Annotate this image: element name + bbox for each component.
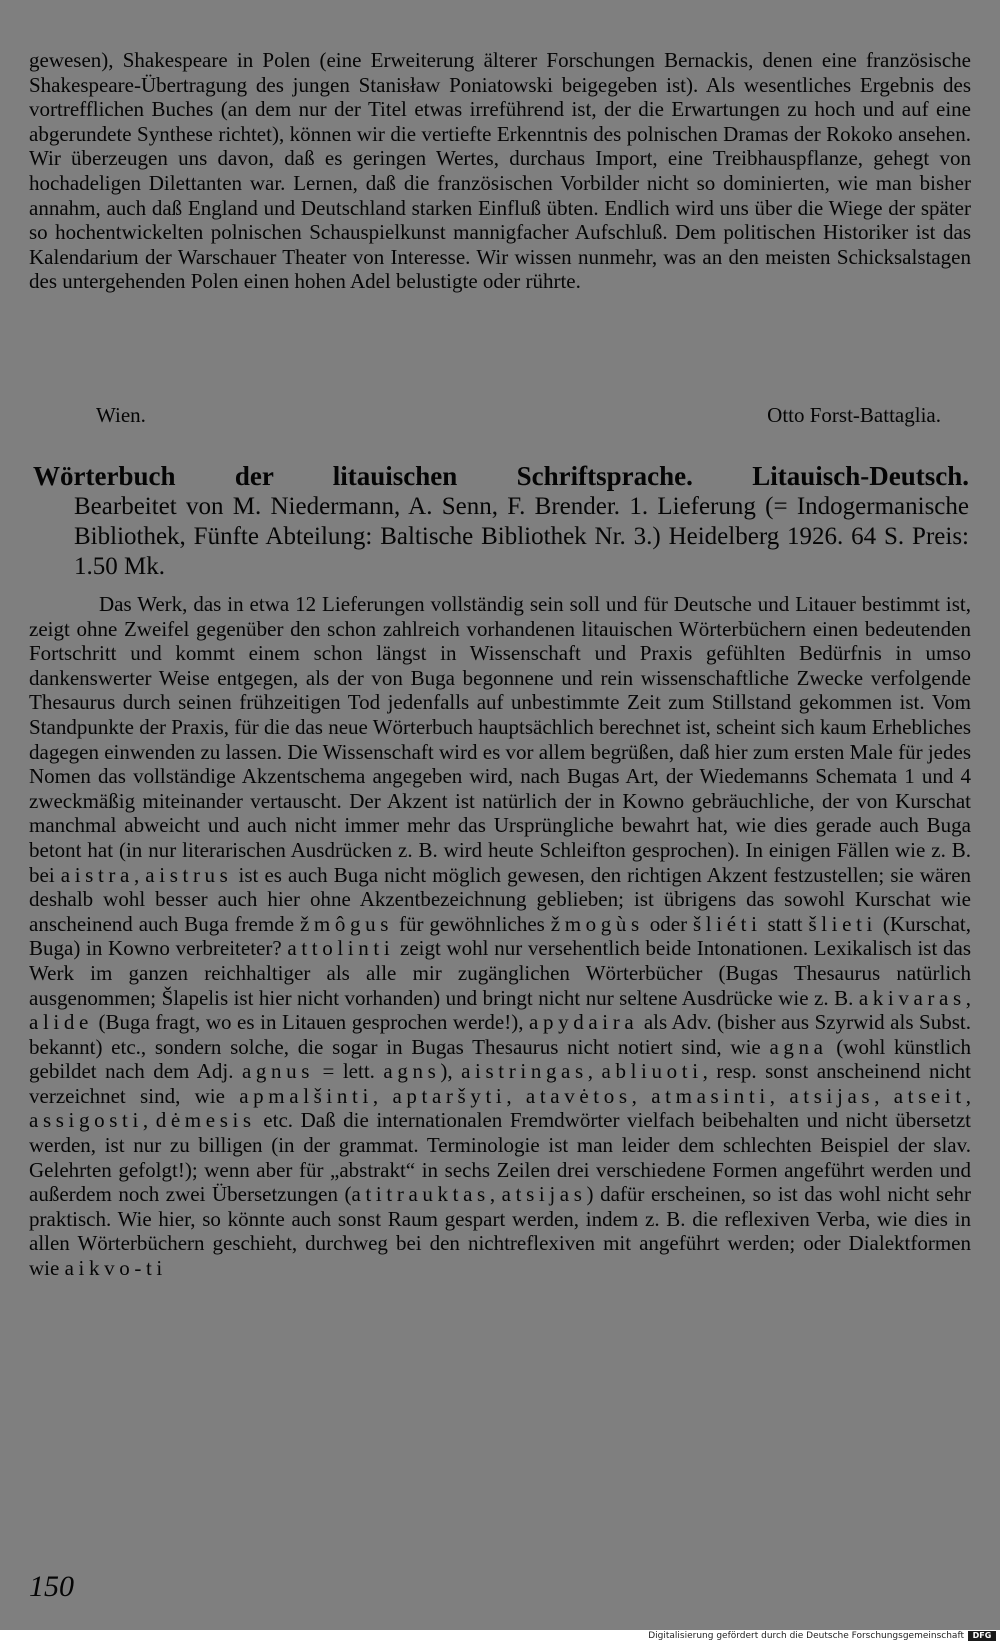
spaced-word: assigosti: [29, 1108, 143, 1133]
text-run: ,: [489, 1182, 502, 1207]
page-number: 150: [29, 1570, 74, 1603]
review-body-paragraph: [29, 592, 971, 1281]
review-continuation-paragraph: gewesen), Shakespeare in Polen (eine Erweiterung älterer Forschungen Bernackis, denen eine französische Shakespeare-Übertragung des jungen Stanisław Poniatowski beigegeben ist). Als wesentliches Ergebnis des vortrefflichen Buches (an dem nur der Titel etwas irreführend ist, der die Erwartungen zu hoch und auf eine abgerundete Synthese richtet), können wir die vertiefte Erkenntnis des polnischen Dramas der Rokoko ansehen. Wir überzeugen uns davon, daß es geringen Wertes, durchaus Import, eine Treibhauspflanze, gehegt von hochadeligen Dilettanten war. Lernen, daß die französischen Vorbilder nicht so dominierten, wie man bisher annahm, auch daß England und Deutschland starken Einfluß übten. Endlich wird uns über die Wiege der später so hochentwickelten polnischen Schauspielkunst mannigfacher Aufschluß. Dem politischen Historiker ist das Kalendarium der Warschauer Theater von Interesse. Wir wissen nunmehr, was an den meisten Schicksalstagen des untergehenden Polen einen hohen Adel belustigte oder rührte.: [29, 48, 971, 294]
text-run: ,: [372, 1083, 393, 1108]
text-run: Das Werk, das in etwa 12 Lieferungen vollständig sein soll und für Deutsche und Litauer bestimmt ist, zeigt ohne Zweifel gegenüber den schon zahlreich vorhandenen litauischen Wörterbüchern einen bedeutenden Fortschritt und kommt einem schon längst in Wissenschaft und Praxis gefühlten Bedürfnis in umso dankenswerter Weise entgegen, als der von Buga begonnene und rein wissenschaftliche Zwecke verfolgende Thesaurus durch seinen frühzeitigen Tod jedenfalls auf unbestimmte Zeit zum Stillstand gekommen ist. Vom Standpunkte der Praxis, für die das neue Wörterbuch hauptsächlich berechnet ist, scheint sich kaum Erhebliches dagegen einwenden zu lassen. Die Wissenschaft wird es vor allem begrüßen, daß hier zum ersten Male für jedes Nomen das vollständige Akzentschema angegeben wird, nach Bugas Art, der Wiedemanns Schemata 1 und 4 zweckmäßig miteinander vertauscht. Der Akzent ist natürlich der in Kowno gebräuchliche, der von Kurschat manchmal abweicht und auch nicht immer mehr das Ursprüngliche bewahrt hat, wie dies gerade auch Buga betont hat (in nur literarischen Ausdrücken z. B. wird heute Schleifton gesprochen). In einigen Fällen wie z. B. bei: [29, 592, 971, 887]
spaced-word: atseit: [893, 1083, 966, 1108]
text-run: = lett.: [314, 1059, 384, 1084]
text-run: , resp. sonst anscheinend nicht verzeichnet sind, wie: [29, 1059, 972, 1108]
spaced-word: šlieti: [808, 911, 877, 936]
spaced-word: atsijas: [501, 1182, 587, 1207]
digitization-footer: [0, 1630, 1000, 1642]
text-run: als Adv. (bisher aus Szyrwid als Subst. bekannt) etc., sondern solche, die sogar in Bugas Thesaurus nicht notiert sind, wie: [29, 1010, 971, 1059]
spaced-word: atsijas: [789, 1083, 875, 1108]
spaced-word: aistringas: [461, 1059, 588, 1084]
spaced-word: akivaras: [858, 985, 966, 1010]
spaced-word: atavėtos: [525, 1083, 632, 1108]
text-run: ,: [769, 1083, 790, 1108]
text-run: ,: [587, 1059, 602, 1084]
text-run: ,: [874, 1083, 894, 1108]
signature-place: Wien.: [96, 403, 146, 427]
spaced-word: atmasinti: [651, 1083, 770, 1108]
spaced-word: apmalšinti: [239, 1083, 373, 1108]
text-run: oder: [643, 911, 694, 936]
text-run: (wohl künstlich gebildet nach dem Adj.: [29, 1034, 971, 1084]
dfg-logo: DFG: [968, 1631, 996, 1641]
spaced-word: šliéti: [693, 911, 762, 936]
spaced-word: atitrauktas: [351, 1182, 490, 1207]
text-run: ,: [631, 1083, 652, 1108]
text-run: etc. Daß die internationalen Fremdwörter vielfach beibehalten und nicht übersetzt werden, ist nur zu billigen (in der grammat. Terminologie ist man leider dem schlechten Beispiel der slav. Gelehrten gefolgt!); wenn aber für „abstrakt“ in sechs Zeilen drei verschiedene Formen angeführt werden und außerdem noch zwei Übersetzungen (: [29, 1108, 971, 1207]
text-run: ,: [506, 1083, 526, 1108]
text-run: ),: [440, 1059, 462, 1084]
spaced-word: abliuoti: [601, 1059, 703, 1084]
spaced-word: agnus: [241, 1059, 315, 1084]
spaced-word: alide: [29, 1010, 93, 1035]
text-run: zeigt wohl nur versehentlich beide Intonationen. Lexikalisch ist das Werk im ganzen reichhaltiger als alle mir zugänglichen Wörterbücher (Bugas Thesaurus natürlich ausgenommen; Šlapelis ist hier nicht vorhanden) und bringt nicht nur seltene Ausdrücke wie z. B.: [29, 936, 972, 1010]
text-run: (Buga fragt, wo es in Litauen gesprochen werde!),: [92, 1010, 530, 1035]
spaced-word: žmôgus: [299, 911, 394, 936]
spaced-word: apydaira: [529, 1010, 639, 1035]
text-run: ,: [133, 862, 146, 887]
text-run: ,: [142, 1108, 156, 1133]
funding-credit: Digitalisierung gefördert durch die Deutsche Forschungsgemeinschaft: [648, 1631, 964, 1641]
spaced-word: žmogùs: [550, 911, 644, 936]
spaced-word: aptaršyti: [392, 1083, 507, 1108]
text-run: (Kurschat, Buga) in Kowno verbreiteter?: [29, 911, 971, 961]
bibliographic-details: Bearbeitet von M. Niedermann, A. Senn, F. Brender. 1. Lieferung (= Indogermanische Bibliothek, Fünfte Abteilung: Baltische Bibliothek Nr. 3.) Heidelberg 1926. 64 S. Preis: 1.50 Mk.: [74, 493, 969, 580]
spaced-word: aistrus: [145, 862, 233, 887]
review-title: Wörterbuch der litauischen Schriftsprache. Litauisch-Deutsch.: [33, 461, 969, 491]
signature-author: Otto Forst-Battaglia.: [767, 403, 941, 427]
spaced-word: agns: [383, 1059, 441, 1084]
spaced-word: aikvo-ti: [64, 1256, 167, 1281]
spaced-word: attolinti: [287, 936, 395, 961]
spaced-word: aistra: [60, 862, 134, 887]
text-run: ,: [965, 1083, 972, 1108]
text-run: ist es auch Buga nicht möglich gewesen, den richtigen Akzent festzustellen; sie wären deshalb wohl besser auch hier ohne Akzentbezeichnung geblieben; ist übrigens das sowohl Kurschat wie anscheinend auch Buga fremde: [29, 862, 972, 936]
text-run: ) dafür erscheinen, so ist das wohl nicht sehr praktisch. Wie hier, so könnte auch sonst Raum gespart werden, indem z. B. die reflexiven Verba, wie dies in allen Wörterbüchern geschieht, durchweg bei den nichtreflexiven mit angeführt werden; oder Dialektformen wie: [29, 1182, 971, 1281]
text-run: für gewöhnliches: [393, 911, 551, 936]
spaced-word: agna: [769, 1034, 828, 1059]
text-run: ,: [965, 985, 971, 1010]
spaced-word: dėmesis: [155, 1108, 256, 1133]
text-run: statt: [761, 911, 809, 936]
